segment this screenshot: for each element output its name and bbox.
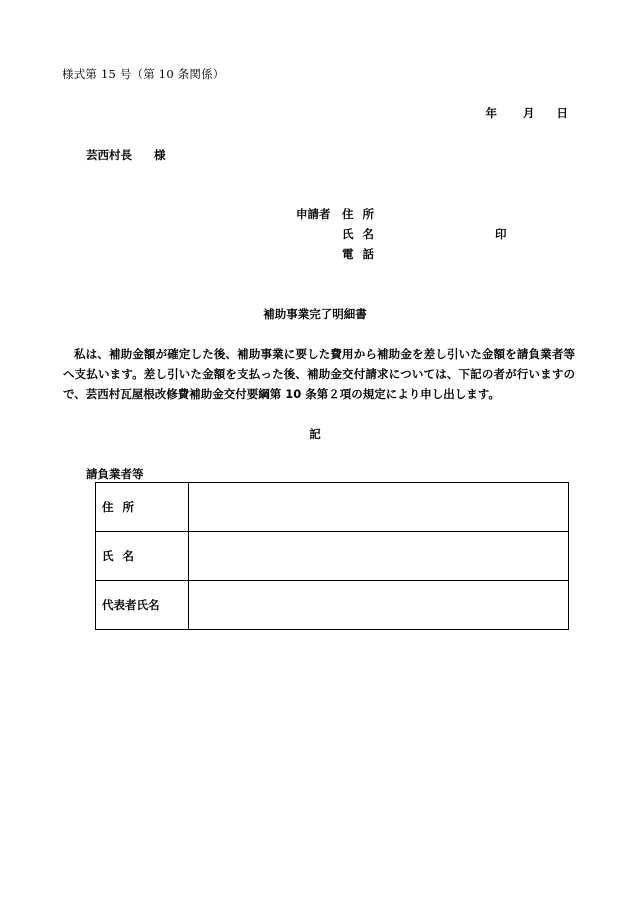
date-year-label: 年 bbox=[485, 106, 497, 120]
contractor-name-field[interactable] bbox=[189, 532, 569, 581]
addressee-honorific: 様 bbox=[154, 148, 166, 162]
applicant-phone-label: 電話 bbox=[342, 247, 383, 261]
date-month-label: 月 bbox=[523, 106, 535, 120]
contractor-name-label: 氏名 bbox=[96, 532, 189, 581]
document-title: 補助事業完了明細書 bbox=[263, 307, 367, 321]
applicant-name-label: 氏名 bbox=[342, 227, 383, 241]
date-day-label: 日 bbox=[556, 106, 568, 120]
contractor-representative-field[interactable] bbox=[189, 581, 569, 630]
contractor-address-label: 住所 bbox=[96, 483, 189, 532]
form-number: 様式第 15 号（第 10 条関係） bbox=[62, 67, 225, 81]
table-row bbox=[96, 532, 569, 581]
addressee bbox=[86, 147, 166, 163]
contractor-table bbox=[95, 482, 569, 630]
date-line bbox=[486, 105, 569, 121]
applicant-address-label: 住所 bbox=[342, 207, 383, 221]
table-row bbox=[96, 483, 569, 532]
body-paragraph: 私は、補助金額が確定した後、補助事業に要した費用から補助金を差し引いた金額を請負業者等へ支払います。差し引いた金額を支払った後、補助金交付請求については、下記の者が行いますので、芸西村瓦屋根改修費補助金交付要綱第 10 条第２項の規定により申し出します。 bbox=[63, 347, 575, 401]
contractor-representative-label: 代表者氏名 bbox=[96, 581, 189, 630]
addressee-name: 芸西村長 bbox=[86, 148, 132, 162]
contractor-address-field[interactable] bbox=[189, 483, 569, 532]
contractor-section-label: 請負業者等 bbox=[86, 467, 144, 481]
ki-heading: 記 bbox=[309, 427, 321, 441]
applicant-label: 申請者 bbox=[296, 207, 331, 221]
seal-mark: 印 bbox=[495, 227, 507, 241]
table-row bbox=[96, 581, 569, 630]
